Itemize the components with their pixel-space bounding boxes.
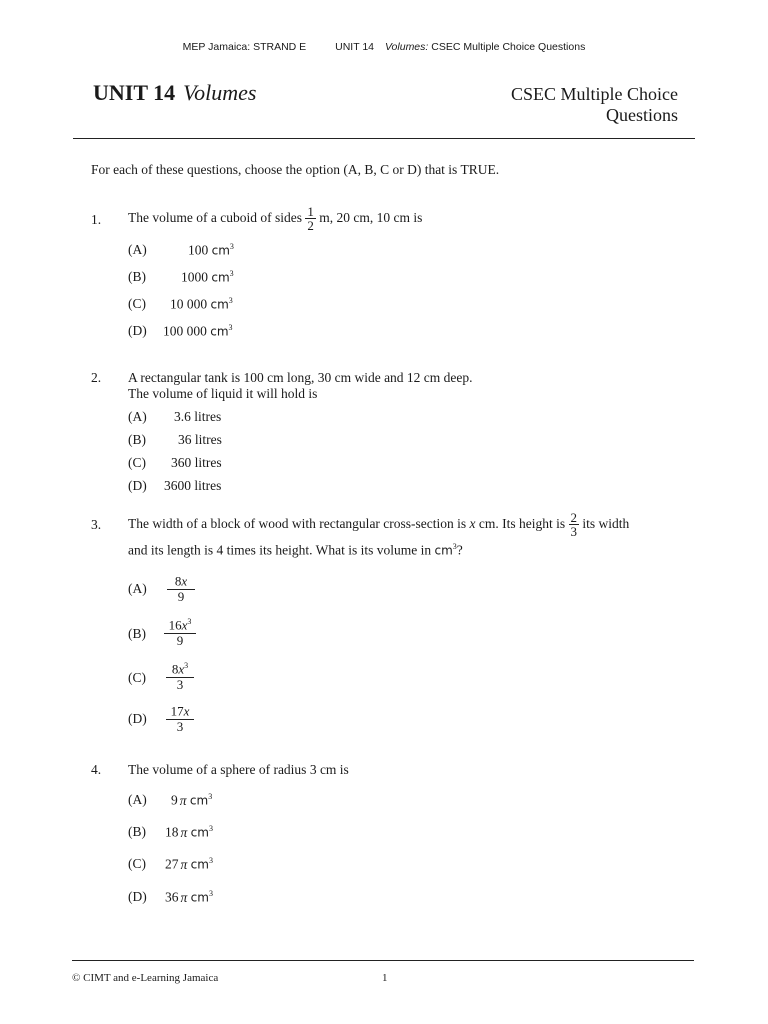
question-2-line1: A rectangular tank is 100 cm long, 30 cm wide and 12 cm deep. [128, 370, 473, 385]
option-coef: 9 [171, 792, 178, 808]
q3-variable: x [469, 516, 476, 531]
q1-fraction [305, 205, 316, 232]
pi-symbol: π [180, 856, 188, 872]
question-1-number: 1. [91, 212, 102, 227]
option-unit: cm [211, 270, 230, 285]
pi-symbol: π [180, 889, 188, 905]
num-var: x [181, 573, 188, 589]
num-coef: 8 [174, 573, 182, 589]
q3-option-a-fraction [167, 573, 195, 605]
option-value: 3.6 litres [174, 409, 222, 424]
q3-text-a: The width of a block of wood with rectangular cross-section is [128, 516, 467, 531]
running-header-unit: UNIT 14 [335, 41, 375, 53]
option-label: (C) [128, 455, 146, 470]
num-var: x [178, 661, 185, 677]
option-unit: cm [190, 890, 209, 905]
option-value: 36 litres [178, 432, 222, 447]
question-4-text: The volume of a sphere of radius 3 cm is [128, 762, 349, 777]
option-power: 3 [228, 296, 233, 305]
num-var: x [181, 617, 188, 633]
den: 9 [164, 633, 196, 649]
den: 3 [166, 677, 194, 693]
unit-title [93, 80, 256, 106]
question-2-number: 2. [91, 370, 102, 385]
option-label: (A) [128, 242, 147, 257]
q3-option-c-label[interactable]: (C) [128, 670, 146, 685]
unit-topic: Volumes [183, 80, 257, 105]
option-power: 3 [208, 792, 213, 801]
q3-fraction [569, 511, 580, 538]
option-label: (B) [128, 432, 146, 447]
q3-frac-den: 3 [570, 524, 578, 540]
pi-symbol: π [179, 792, 187, 808]
num-coef: 16 [168, 617, 182, 633]
q3-text-c: its width [582, 516, 630, 531]
section-title-line2: Questions [606, 105, 678, 125]
running-header [0, 41, 768, 53]
question-3-line1 [128, 508, 629, 540]
q1-text-after: m, 20 cm, 10 cm is [319, 210, 423, 225]
running-header-strand: MEP Jamaica: STRAND E [182, 41, 307, 53]
option-unit: cm [210, 297, 229, 312]
section-title [511, 84, 678, 126]
den: 3 [166, 719, 194, 735]
q3-option-d-fraction [166, 703, 194, 735]
running-header-section: CSEC Multiple Choice Questions [431, 41, 586, 53]
q1-text-before: The volume of a cuboid of sides [128, 210, 302, 225]
option-unit: cm [189, 793, 209, 808]
q3-unit: cm [434, 543, 453, 558]
q3-option-d-label[interactable]: (D) [128, 711, 147, 726]
num-pow: 3 [187, 617, 192, 626]
page-number: 1 [382, 972, 388, 984]
option-power: 3 [208, 824, 213, 833]
option-value: 1000 [181, 269, 208, 285]
option-power: 3 [228, 323, 233, 332]
den: 9 [167, 589, 195, 605]
option-value: 3600 litres [164, 478, 222, 493]
footer-copyright: © CIMT and e-Learning Jamaica [72, 972, 219, 984]
option-value: 10 000 [170, 296, 208, 312]
q3-option-c-fraction [166, 661, 194, 693]
num-pow: 3 [184, 661, 189, 670]
option-value: 100 000 [163, 323, 207, 339]
running-header-topic: Volumes: [384, 41, 429, 53]
option-value: 360 litres [171, 455, 222, 470]
option-label: (C) [128, 296, 146, 311]
question-2-line2: The volume of liquid it will hold is [128, 386, 318, 401]
option-label: (A) [128, 409, 147, 424]
option-label: (B) [128, 269, 146, 284]
option-label: (D) [128, 478, 147, 493]
q3-option-b-fraction [164, 617, 196, 649]
option-unit: cm [210, 324, 229, 339]
option-power: 3 [208, 856, 213, 865]
option-label: (B) [128, 824, 146, 839]
option-coef: 18 [165, 824, 179, 840]
q1-frac-num: 1 [307, 204, 314, 220]
option-coef: 27 [165, 856, 179, 872]
option-power: 3 [229, 242, 234, 251]
q3-line2-text: and its length is 4 times its height. What is its volume in [128, 542, 432, 558]
footer-rule [72, 960, 694, 961]
title-rule [73, 138, 695, 139]
option-value: 100 [188, 242, 209, 258]
question-3-number: 3. [91, 517, 102, 532]
option-label: (D) [128, 889, 147, 904]
q3-power: 3 [452, 542, 457, 551]
option-power: 3 [208, 889, 213, 898]
option-coef: 36 [165, 889, 179, 905]
q1-frac-den: 2 [307, 218, 314, 234]
q3-question-mark: ? [456, 542, 463, 558]
unit-number: UNIT 14 [93, 80, 176, 105]
q3-option-b-label[interactable]: (B) [128, 626, 146, 641]
option-unit: cm [211, 243, 230, 258]
q3-frac-num: 2 [570, 510, 578, 526]
option-label: (C) [128, 856, 146, 871]
option-unit: cm [190, 857, 209, 872]
section-title-line1: CSEC Multiple Choice [510, 84, 678, 104]
pi-symbol: π [180, 824, 188, 840]
num-coef: 8 [171, 661, 179, 677]
q3-text-b: cm. Its height is [478, 516, 566, 531]
option-label: (A) [128, 792, 147, 807]
q3-option-a-label[interactable]: (A) [128, 581, 147, 596]
question-1-text [128, 203, 422, 233]
question-4-number: 4. [91, 762, 102, 777]
instructions: For each of these questions, choose the option (A, B, C or D) that is TRUE. [91, 162, 500, 177]
option-label: (D) [128, 323, 147, 338]
question-3-line2 [128, 542, 463, 559]
option-unit: cm [190, 825, 209, 840]
num-var: x [183, 703, 190, 719]
option-power: 3 [229, 269, 234, 278]
num-coef: 17 [170, 703, 184, 719]
